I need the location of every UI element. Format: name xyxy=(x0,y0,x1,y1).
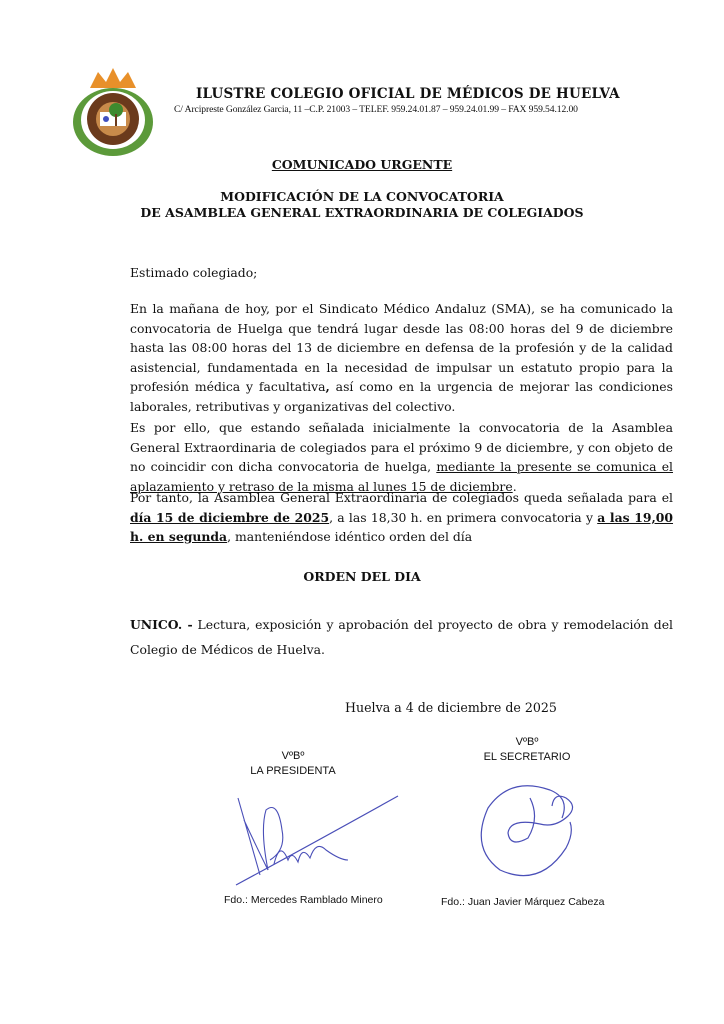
document-title: COMUNICADO URGENTE xyxy=(271,157,453,172)
secretary-name: Fdo.: Juan Javier Márquez Cabeza xyxy=(441,896,605,908)
text: así como en la urgencia de mejorar las condiciones laborales, retributivas y organizativas del colectivo. xyxy=(130,379,674,414)
paragraph-postponement xyxy=(130,418,673,496)
president-name: Fdo.: Mercedes Ramblado Minero xyxy=(224,894,383,906)
approval-mark: VºBº xyxy=(515,736,539,748)
agenda-item xyxy=(130,612,673,662)
text: . xyxy=(512,478,517,494)
paragraph-strike-notice xyxy=(130,299,673,417)
paragraph-new-date xyxy=(130,488,673,547)
underlined-text: mediante la presente se comunica el aplazamiento y retraso de la misma al lunes 15 de diciembre xyxy=(130,459,673,494)
bold-comma: , xyxy=(325,379,330,395)
text: , a las 18,30 h. en primera convocatoria y xyxy=(329,509,598,525)
document-subtitle-line2: DE ASAMBLEA GENERAL EXTRAORDINARIA DE COLEGIADOS xyxy=(140,205,584,220)
place-date: Huelva a 4 de diciembre de 2025 xyxy=(345,700,557,715)
text: Es por ello, que estando señalada inicialmente la convocatoria de la Asamblea General Extraordinaria de colegiados para el próximo 9 de diciembre, y con objeto de no coincidir con dicha convocatoria de huelga, xyxy=(130,420,673,475)
organization-address: C/ Arcipreste González Garcia, 11 –C.P. 21003 – TELEF. 959.24.01.87 – 959.24.01.99 – FAX 959.54.12.00 xyxy=(174,104,578,115)
bold-time: a las 19,00 h. en segunda xyxy=(130,509,674,545)
agenda-title: ORDEN DEL DIA xyxy=(303,569,421,584)
signer-role: EL SECRETARIO xyxy=(483,751,571,763)
secretary-signature xyxy=(470,778,590,883)
bold-date: día 15 de diciembre de 2025 xyxy=(130,509,330,525)
text: Por tanto, la Asamblea General Extraordinaria de colegiados queda señalada para el xyxy=(130,490,673,505)
document-subtitle-line1: MODIFICACIÓN DE LA CONVOCATORIA xyxy=(220,189,504,204)
signature-block-president xyxy=(228,749,358,779)
organization-name: ILUSTRE COLEGIO OFICIAL DE MÉDICOS DE HUELVA xyxy=(196,86,620,102)
agenda-item-text: Lectura, exposición y aprobación del proyecto de obra y remodelación del Colegio de Médicos de Huelva. xyxy=(130,617,673,657)
signature-block-secretary xyxy=(462,735,592,765)
college-logo xyxy=(68,66,158,158)
signer-role: LA PRESIDENTA xyxy=(250,765,336,777)
text: , manteniéndose idéntico orden del día xyxy=(227,529,473,545)
approval-mark: VºBº xyxy=(281,750,305,762)
greeting: Estimado colegiado; xyxy=(130,265,258,280)
president-signature xyxy=(230,790,410,890)
agenda-item-label: UNICO. - xyxy=(130,617,193,632)
text: En la mañana de hoy, por el Sindicato Médico Andaluz (SMA), se ha comunicado la convocatoria de Huelga que tendrá lugar desde las 08:00 horas del 9 de diciembre hasta las 08:00 horas del 13 de diciembre en defensa de la profesión y de la calidad asistencial, fundamentada en la necesidad de impulsar un estatuto propio para la profesión médica y facultativa xyxy=(130,301,673,395)
